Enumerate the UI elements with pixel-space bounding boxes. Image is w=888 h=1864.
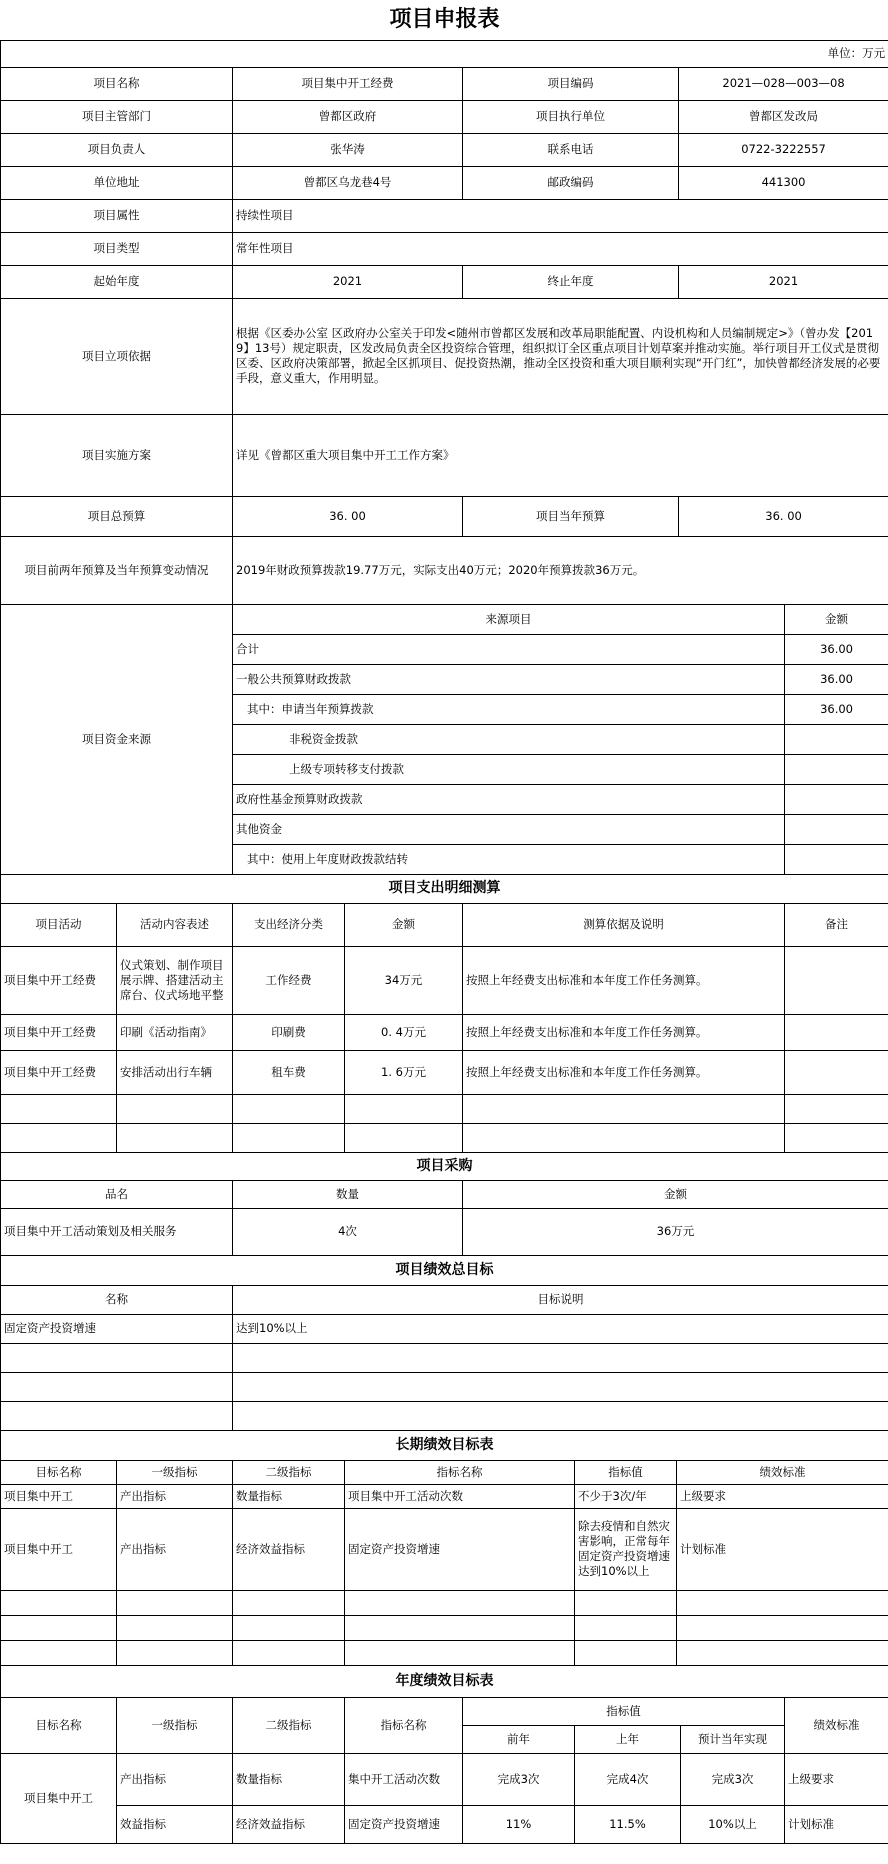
table-row (1, 1123, 888, 1152)
table-row (1, 1401, 888, 1430)
expense-content: 安排活动出行车辆 (117, 1050, 233, 1094)
longterm-target: 项目集中开工 (1, 1508, 117, 1590)
funding-row-name: 政府性基金预算财政拨款 (233, 784, 785, 814)
purchase-title: 项目采购 (1, 1152, 888, 1180)
longterm-header: 二级指标 (233, 1460, 345, 1484)
annual-l1: 效益指标 (117, 1805, 233, 1843)
funding-header-amount: 金额 (785, 604, 888, 634)
total-budget-value: 36. 00 (233, 496, 463, 536)
end-year-label: 终止年度 (463, 265, 679, 298)
table-row (1, 946, 888, 1014)
annual-title: 年度绩效目标表 (1, 1665, 888, 1697)
project-name-value: 项目集中开工经费 (233, 67, 463, 100)
funding-row-name: 合计 (233, 634, 785, 664)
expense-header: 测算依据及说明 (463, 903, 785, 946)
type-value: 常年性项目 (233, 232, 888, 265)
table-row (1, 1484, 888, 1508)
table-row (1, 1014, 888, 1050)
exec-value: 曾都区发改局 (679, 100, 888, 133)
table-row (1, 1753, 888, 1805)
table-row (1, 1050, 888, 1094)
total-budget-label: 项目总预算 (1, 496, 233, 536)
funding-row-amount (785, 784, 888, 814)
expense-header: 活动内容表述 (117, 903, 233, 946)
longterm-l2: 经济效益指标 (233, 1508, 345, 1590)
basis-text: 根据《区委办公室 区政府办公室关于印发<随州市曾都区发展和改革局职能配置、内设机构和人员编制规定>》（曾办发【2019】13号）规定职责，区发改局负责全区投资综合管理，组织拟订全区重点项目计划草案并推动实施。举行项目开工仪式是贯彻区委、区政府决策部署，掀起全区抓项目、促投资热潮，推动全区投资和重大项目顺利实现“开门红”，加快曾都经济发展的必要手段，意义重大，作用明显。 (233, 298, 888, 414)
expense-header: 备注 (785, 903, 888, 946)
owner-label: 项目负责人 (1, 133, 233, 166)
expense-table (0, 874, 888, 1153)
annual-header-name: 指标名称 (345, 1697, 463, 1753)
basis-label: 项目立项依据 (1, 298, 233, 414)
project-code-label: 项目编码 (463, 67, 679, 100)
zip-value: 441300 (679, 166, 888, 199)
expense-note (785, 1050, 888, 1094)
expense-amount: 0. 4万元 (345, 1014, 463, 1050)
funding-row-amount (785, 844, 888, 874)
attr-label: 项目属性 (1, 199, 233, 232)
longterm-header: 指标值 (575, 1460, 677, 1484)
funding-row-name: 其中：使用上年度财政拨款结转 (233, 844, 785, 874)
annual-name: 集中开工活动次数 (345, 1753, 463, 1805)
expense-header: 支出经济分类 (233, 903, 345, 946)
funding-row-name: 上级专项转移支付拨款 (233, 754, 785, 784)
table-row (1, 1508, 888, 1590)
goal-name: 固定资产投资增速 (1, 1314, 233, 1343)
goal-desc: 达到10%以上 (233, 1314, 888, 1343)
table-row (1, 1805, 888, 1843)
longterm-title: 长期绩效目标表 (1, 1430, 888, 1460)
phone-label: 联系电话 (463, 133, 679, 166)
type-label: 项目类型 (1, 232, 233, 265)
exec-label: 项目执行单位 (463, 100, 679, 133)
longterm-value: 不少于3次/年 (575, 1484, 677, 1508)
longterm-table (0, 1430, 888, 1666)
dept-value: 曾都区政府 (233, 100, 463, 133)
longterm-l1: 产出指标 (117, 1508, 233, 1590)
longterm-header: 绩效标准 (677, 1460, 888, 1484)
annual-header-l2: 二级指标 (233, 1697, 345, 1753)
address-label: 单位地址 (1, 166, 233, 199)
funding-row-amount: 36.00 (785, 664, 888, 694)
annual-cur: 10%以上 (681, 1805, 785, 1843)
dept-label: 项目主管部门 (1, 100, 233, 133)
annual-header-prev1: 上年 (575, 1725, 681, 1753)
phone-value: 0722-3222557 (679, 133, 888, 166)
annual-header-cur: 预计当年实现 (681, 1725, 785, 1753)
longterm-l1: 产出指标 (117, 1484, 233, 1508)
annual-l1: 产出指标 (117, 1753, 233, 1805)
annual-header-target: 目标名称 (1, 1697, 117, 1753)
table-row (1, 1314, 888, 1343)
table-row (1, 1590, 888, 1615)
table-row (1, 1372, 888, 1401)
expense-title: 项目支出明细测算 (1, 874, 888, 903)
purchase-table (0, 1152, 888, 1256)
owner-value: 张华涛 (233, 133, 463, 166)
table-row (1, 1343, 888, 1372)
zip-label: 邮政编码 (463, 166, 679, 199)
longterm-target: 项目集中开工 (1, 1484, 117, 1508)
expense-activity: 项目集中开工经费 (1, 1014, 117, 1050)
goal-title: 项目绩效总目标 (1, 1255, 888, 1285)
annual-prev1: 11.5% (575, 1805, 681, 1843)
expense-basis: 按照上年经费支出标准和本年度工作任务测算。 (463, 946, 785, 1014)
annual-header-value: 指标值 (463, 1697, 785, 1725)
longterm-header: 一级指标 (117, 1460, 233, 1484)
start-year-value: 2021 (233, 265, 463, 298)
project-code-value: 2021—028—003—08 (679, 67, 888, 100)
plan-text: 详见《曾都区重大项目集中开工工作方案》 (233, 414, 888, 496)
address-value: 曾都区乌龙巷4号 (233, 166, 463, 199)
year-budget-label: 项目当年预算 (463, 496, 679, 536)
expense-header: 金额 (345, 903, 463, 946)
form-title: 项目申报表 (1, 0, 888, 40)
goal-table (0, 1255, 888, 1431)
project-application-form (0, 0, 888, 875)
project-name-label: 项目名称 (1, 67, 233, 100)
purchase-header: 金额 (463, 1180, 888, 1208)
funding-row-amount (785, 724, 888, 754)
longterm-l2: 数量指标 (233, 1484, 345, 1508)
expense-category: 租车费 (233, 1050, 345, 1094)
expense-amount: 34万元 (345, 946, 463, 1014)
longterm-std: 上级要求 (677, 1484, 888, 1508)
unit-label: 单位：万元 (1, 40, 888, 67)
purchase-header: 品名 (1, 1180, 233, 1208)
annual-prev2: 11% (463, 1805, 575, 1843)
goal-header: 目标说明 (233, 1285, 888, 1314)
expense-content: 印刷《活动指南》 (117, 1014, 233, 1050)
start-year-label: 起始年度 (1, 265, 233, 298)
expense-content: 仪式策划、制作项目展示牌、搭建活动主席台、仪式场地平整 (117, 946, 233, 1014)
annual-name: 固定资产投资增速 (345, 1805, 463, 1843)
longterm-name: 固定资产投资增速 (345, 1508, 575, 1590)
longterm-header: 指标名称 (345, 1460, 575, 1484)
expense-header: 项目活动 (1, 903, 117, 946)
expense-note (785, 946, 888, 1014)
funding-label: 项目资金来源 (1, 604, 233, 874)
annual-table (0, 1665, 888, 1844)
goal-header: 名称 (1, 1285, 233, 1314)
table-row (1, 1615, 888, 1640)
annual-l2: 数量指标 (233, 1753, 345, 1805)
expense-category: 工作经费 (233, 946, 345, 1014)
funding-row-amount: 36.00 (785, 634, 888, 664)
funding-row-name: 一般公共预算财政拨款 (233, 664, 785, 694)
year-budget-value: 36. 00 (679, 496, 888, 536)
funding-row-amount: 36.00 (785, 694, 888, 724)
expense-category: 印刷费 (233, 1014, 345, 1050)
annual-prev2: 完成3次 (463, 1753, 575, 1805)
expense-activity: 项目集中开工经费 (1, 1050, 117, 1094)
purchase-qty: 4次 (233, 1208, 463, 1255)
annual-std: 计划标准 (785, 1805, 888, 1843)
purchase-header: 数量 (233, 1180, 463, 1208)
table-row (1, 1208, 888, 1255)
annual-l2: 经济效益指标 (233, 1805, 345, 1843)
funding-row-name: 其中：申请当年预算拨款 (233, 694, 785, 724)
expense-basis: 按照上年经费支出标准和本年度工作任务测算。 (463, 1050, 785, 1094)
attr-value: 持续性项目 (233, 199, 888, 232)
funding-row-name: 其他资金 (233, 814, 785, 844)
purchase-name: 项目集中开工活动策划及相关服务 (1, 1208, 233, 1255)
funding-row-amount (785, 754, 888, 784)
annual-header-std: 绩效标准 (785, 1697, 888, 1753)
plan-label: 项目实施方案 (1, 414, 233, 496)
table-row (1, 1094, 888, 1123)
longterm-std: 计划标准 (677, 1508, 888, 1590)
purchase-amount: 36万元 (463, 1208, 888, 1255)
end-year-value: 2021 (679, 265, 888, 298)
annual-cur: 完成3次 (681, 1753, 785, 1805)
funding-row-name: 非税资金拨款 (233, 724, 785, 754)
funding-row-amount (785, 814, 888, 844)
expense-activity: 项目集中开工经费 (1, 946, 117, 1014)
budget-change-text: 2019年财政预算拨款19.77万元，实际支出40万元；2020年预算拨款36万元。 (233, 536, 888, 604)
expense-basis: 按照上年经费支出标准和本年度工作任务测算。 (463, 1014, 785, 1050)
annual-target: 项目集中开工 (1, 1753, 117, 1843)
expense-amount: 1. 6万元 (345, 1050, 463, 1094)
annual-header-l1: 一级指标 (117, 1697, 233, 1753)
expense-note (785, 1014, 888, 1050)
annual-std: 上级要求 (785, 1753, 888, 1805)
funding-header-source: 来源项目 (233, 604, 785, 634)
longterm-value: 除去疫情和自然灾害影响，正常每年固定资产投资增速达到10%以上 (575, 1508, 677, 1590)
budget-change-label: 项目前两年预算及当年预算变动情况 (1, 536, 233, 604)
longterm-header: 目标名称 (1, 1460, 117, 1484)
table-row (1, 1640, 888, 1665)
annual-prev1: 完成4次 (575, 1753, 681, 1805)
longterm-name: 项目集中开工活动次数 (345, 1484, 575, 1508)
annual-header-prev2: 前年 (463, 1725, 575, 1753)
